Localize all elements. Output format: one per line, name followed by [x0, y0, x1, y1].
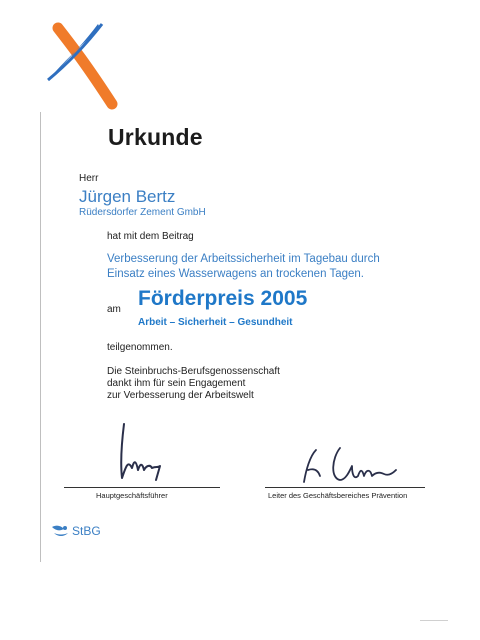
signature-right — [296, 440, 406, 490]
prize-name: Förderpreis 2005 — [138, 287, 308, 310]
contribution-title-line: Einsatz eines Wasserwagens an trockenen Tagen. — [107, 268, 364, 280]
thanks-line: zur Verbesserung der Arbeitswelt — [107, 390, 254, 401]
signature-label-left: Hauptgeschäftsführer — [96, 491, 168, 500]
margin-rule — [40, 112, 41, 562]
thanks-line: dankt ihm für sein Engagement — [107, 378, 246, 389]
stbg-logo-icon — [50, 523, 70, 539]
signature-line-left — [64, 487, 220, 488]
signature-line-right — [265, 487, 425, 488]
x-swoosh-logo-icon — [40, 18, 120, 110]
prize-subtitle: Arbeit – Sicherheit – Gesundheit — [138, 317, 293, 328]
signature-label-right: Leiter des Geschäftsbereiches Prävention — [268, 491, 408, 500]
signature-left — [110, 420, 180, 490]
recipient-company: Rüdersdorfer Zement GmbH — [79, 207, 206, 218]
thanks-paragraph — [107, 366, 280, 402]
stbg-logo-text: StBG — [72, 524, 101, 538]
contribution-title-line: Verbesserung der Arbeitssicherheit im Tagebau durch — [107, 253, 380, 265]
thanks-line: Die Steinbruchs-Berufsgenossenschaft — [107, 366, 280, 377]
stbg-logo — [50, 523, 101, 539]
participated-text: teilgenommen. — [107, 342, 173, 353]
salutation: Herr — [79, 173, 99, 184]
am-label: am — [107, 304, 121, 315]
contribution-intro: hat mit dem Beitrag — [107, 231, 194, 242]
scan-artifact — [420, 620, 448, 621]
contribution-title — [107, 252, 437, 282]
page-title: Urkunde — [108, 124, 203, 150]
recipient-name: Jürgen Bertz — [79, 187, 176, 206]
